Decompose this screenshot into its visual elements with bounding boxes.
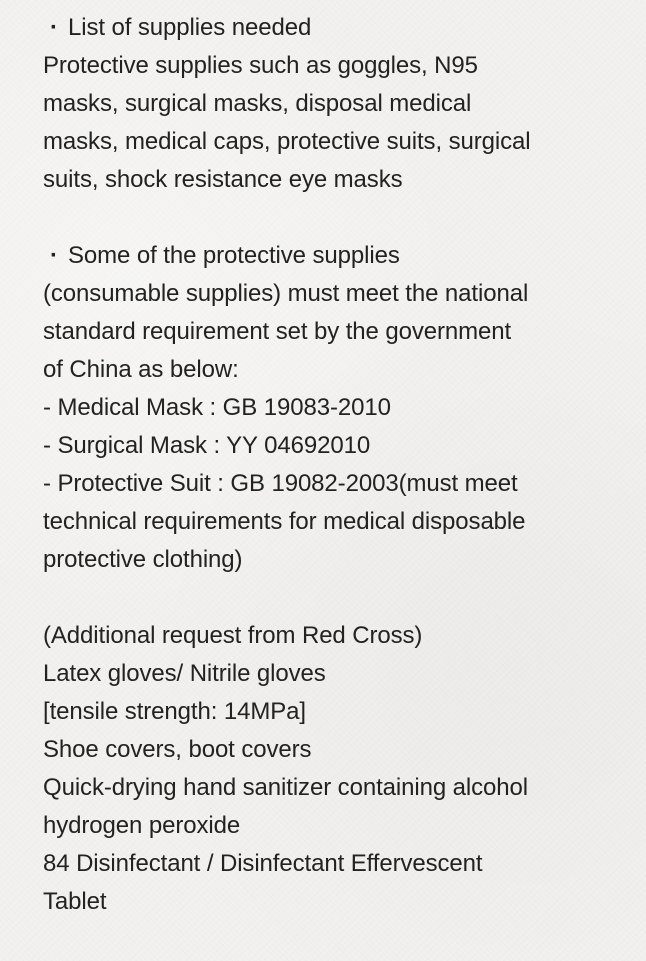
- text-line: technical requirements for medical disposable: [43, 508, 526, 535]
- heading-text: Some of the protective supplies: [68, 242, 400, 269]
- standard-item: - Protective Suit : GB 19082-2003(must meet: [43, 470, 518, 497]
- section-supplies-heading: [43, 9, 610, 47]
- text-line: standard requirement set by the government: [43, 318, 512, 345]
- standard-item: - Surgical Mask : YY 04692010: [43, 432, 371, 459]
- text-line: suits, shock resistance eye masks: [43, 166, 403, 193]
- blank-line: [43, 199, 610, 237]
- blank-line: [43, 579, 610, 617]
- text-line: Shoe covers, boot covers: [43, 736, 312, 763]
- heading-text: List of supplies needed: [68, 14, 312, 41]
- text-line: Latex gloves/ Nitrile gloves: [43, 660, 326, 687]
- bullet-icon: ·: [50, 14, 58, 41]
- text-line: masks, medical caps, protective suits, surgical: [43, 128, 531, 155]
- section-standards-heading: [43, 237, 610, 275]
- text-line: Quick-drying hand sanitizer containing alcohol: [43, 774, 529, 801]
- text-line: protective clothing): [43, 546, 243, 573]
- standard-item: - Medical Mask : GB 19083-2010: [43, 394, 391, 421]
- text-line: [tensile strength: 14MPa]: [43, 698, 306, 725]
- text-line: Tablet: [43, 888, 107, 915]
- text-line: masks, surgical masks, disposal medical: [43, 90, 472, 117]
- text-line: of China as below:: [43, 356, 239, 383]
- text-line: hydrogen peroxide: [43, 812, 241, 839]
- text-line: (consumable supplies) must meet the national: [43, 280, 529, 307]
- additional-request-heading: (Additional request from Red Cross): [43, 622, 423, 649]
- text-line: Protective supplies such as goggles, N95: [43, 52, 478, 79]
- bullet-icon: ·: [50, 242, 58, 269]
- text-line: 84 Disinfectant / Disinfectant Effervescent: [43, 850, 483, 877]
